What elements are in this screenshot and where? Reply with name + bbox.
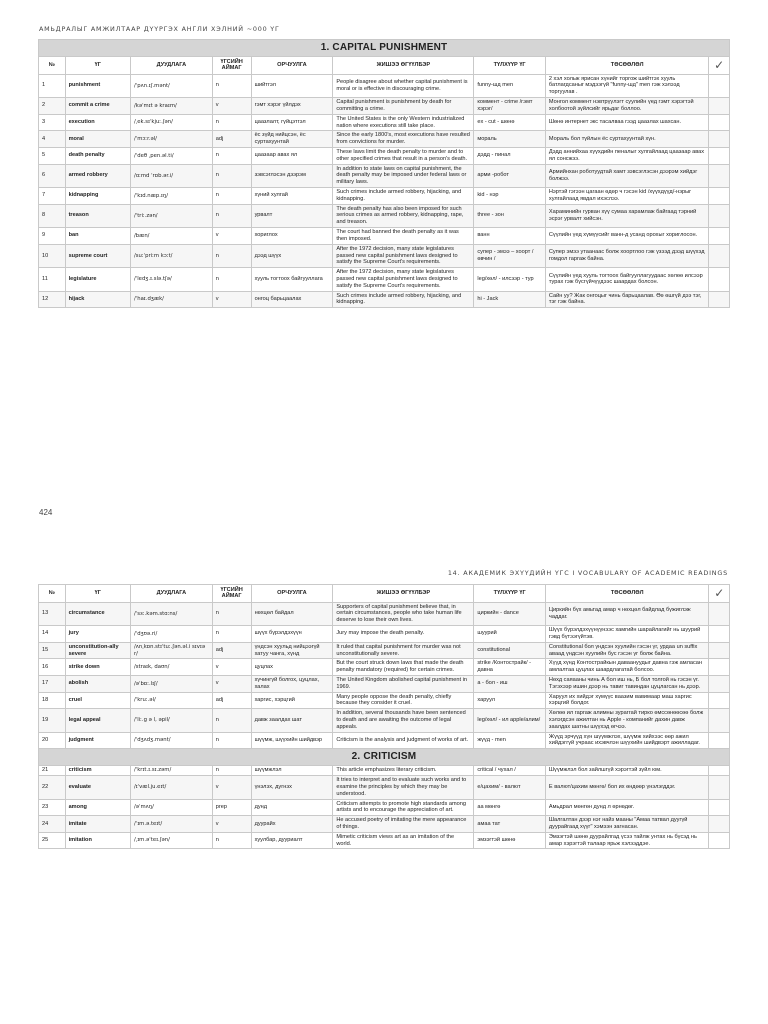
column-header-pronunciation: ДУУДЛАГА	[130, 585, 212, 603]
cell-tr: хууль тогтоох байгууллага	[251, 268, 333, 291]
cell-ex: Criticism is the analysis and judgment of works of art.	[333, 732, 474, 749]
cell-pron: /ˈmɔːr.əl/	[130, 131, 212, 148]
cell-pron: /ɪˈvæl.ju.eɪt/	[130, 776, 212, 799]
cell-pos: n	[212, 766, 251, 776]
table-row	[39, 732, 730, 749]
cell-pron: /ʌnˌkɒn.stɪˈtuː.ʃən.əl.i sɪvɪə r/	[130, 642, 212, 659]
table-row	[39, 98, 730, 115]
cell-no: 6	[39, 164, 66, 187]
cell-notes: Супер эмээ утаанаас болж хоортлоо гэж үзээд дээд шүүхэд гомдол гаргаж байна.	[545, 244, 709, 267]
cell-pron: /ˈsɜː.kəm.stɑːns/	[130, 602, 212, 625]
cell-no: 1	[39, 74, 66, 97]
cell-ex: Criticism attempts to promote high standards among artists and to encourage the appreciation of art.	[333, 799, 474, 816]
cell-pos: n	[212, 188, 251, 205]
cell-ex: This article emphasizes literary criticism.	[333, 766, 474, 776]
cell-pos: n	[212, 602, 251, 625]
cell-ex: The United States is the only Western industrialized nation where executions still take place.	[333, 114, 474, 131]
cell-word: kidnapping	[65, 188, 130, 205]
cell-no: 2	[39, 98, 66, 115]
check-cell[interactable]	[709, 244, 730, 267]
cell-notes: Шүүмжлэл бол зайлшгүй хэрэгтэй зүйл юм.	[545, 766, 709, 776]
cell-no: 17	[39, 675, 66, 692]
cell-pron: /straɪk, daʊn/	[130, 659, 212, 676]
table-row	[39, 291, 730, 308]
cell-notes: Сайн уу? Жак онгоцыг чинь барьцаалав. Өө өшгүй дээ тэг, тэг гэж байна.	[545, 291, 709, 308]
column-header-translation: ОРЧУУЛГА	[251, 57, 333, 75]
section-title: 1. CAPITAL PUNISHMENT	[39, 40, 730, 57]
column-header-pronunciation: ДУУДЛАГА	[130, 57, 212, 75]
cell-key: three - зон	[474, 204, 546, 227]
cell-pron: /ˈliː.g ə l, əpil/	[130, 709, 212, 732]
cell-pron: /əˈbɒː.lɪʃ/	[130, 675, 212, 692]
check-cell[interactable]	[709, 114, 730, 131]
cell-notes: Шөнө интернет экс тасалваа гээд цаазлах шахсан.	[545, 114, 709, 131]
cell-tr: дунд	[251, 799, 333, 816]
cell-ex: These laws limit the death penalty to murder and to other specified crimes that result in a person's death.	[333, 147, 474, 164]
check-cell[interactable]	[709, 675, 730, 692]
cell-word: cruel	[65, 692, 130, 709]
column-header-word: ҮГ	[65, 57, 130, 75]
cell-key: constitutional	[474, 642, 546, 659]
cell-pos: adj	[212, 692, 251, 709]
cell-pron: /ˈtriː.zən/	[130, 204, 212, 227]
cell-notes: Шүүх бүрэлдэхүүнүүнээс хамгийн шарайлагийг нь шуурий гэвд бүтээгүйтэв.	[545, 626, 709, 643]
cell-key: жүүд - men	[474, 732, 546, 749]
column-header-number: №	[39, 585, 66, 603]
cell-notes: Хараминийн гурван хүү сумаа харамлаж байгаад тэрний эсрэг урвалт хийсэн.	[545, 204, 709, 227]
cell-key: а - бол - иш	[474, 675, 546, 692]
column-header-number: №	[39, 57, 66, 75]
table-row	[39, 832, 730, 849]
table-header	[39, 585, 730, 603]
check-cell[interactable]	[709, 204, 730, 227]
cell-ex: But the court struck down laws that made the death penalty mandatory (required) for certain crimes.	[333, 659, 474, 676]
cell-pos: n	[212, 74, 251, 97]
cell-word: judgment	[65, 732, 130, 749]
cell-no: 14	[39, 626, 66, 643]
cell-tr: шүүмж, шүүхийн шийдвэр	[251, 732, 333, 749]
cell-ex: It ruled that capital punishment for murder was not unconstitutionally severe.	[333, 642, 474, 659]
cell-pos: v	[212, 659, 251, 676]
cell-notes: Е валют/цахим мөнгө/ бол их өндөөр үнэлэгддэг.	[545, 776, 709, 799]
cell-key: дэдд - пинал	[474, 147, 546, 164]
cell-no: 13	[39, 602, 66, 625]
cell-pron: /ˈdʒʌdʒ.mənt/	[130, 732, 212, 749]
cell-pron: /əˈmʌŋ/	[130, 799, 212, 816]
cell-no: 5	[39, 147, 66, 164]
cell-ex: After the 1972 decision, many state legislatures passed new capital punishment laws designed to satisfy the Supreme Court's requirements.	[333, 268, 474, 291]
table-row	[39, 642, 730, 659]
column-header-example-sentence: ЖИШЭЭ ӨГҮҮЛБЭР	[333, 57, 474, 75]
column-header-check: ✓	[709, 585, 730, 603]
cell-no: 4	[39, 131, 66, 148]
cell-tr: давж заалдах шат	[251, 709, 333, 732]
cell-no: 24	[39, 816, 66, 833]
check-cell[interactable]	[709, 602, 730, 625]
cell-word: commit a crime	[65, 98, 130, 115]
cell-ex: In addition to state laws on capital punishment, the death penalty may be imposed under federal laws or military laws.	[333, 164, 474, 187]
cell-tr: зэвсэглэсэн дээрэм	[251, 164, 333, 187]
cell-word: hijack	[65, 291, 130, 308]
table-row	[39, 114, 730, 131]
cell-word: among	[65, 799, 130, 816]
column-header-mnemonic: ТӨСӨӨЛӨЛ	[545, 57, 709, 75]
cell-key: супер - эмээ – хоорт / өвчин /	[474, 244, 546, 267]
cell-tr: онгоц барьцаалах	[251, 291, 333, 308]
table-row	[39, 692, 730, 709]
check-cell[interactable]	[709, 659, 730, 676]
cell-no: 19	[39, 709, 66, 732]
cell-word: legislature	[65, 268, 130, 291]
table-row	[39, 204, 730, 227]
table-header	[39, 57, 730, 75]
cell-pron: /ˈɪm.ə.teɪt/	[130, 816, 212, 833]
column-header-check: ✓	[709, 57, 730, 75]
cell-pron: /ˈhaɪ.dʒæk/	[130, 291, 212, 308]
cell-tr: хуулбар, дууриалт	[251, 832, 333, 849]
cell-word: imitate	[65, 816, 130, 833]
cell-word: strike down	[65, 659, 130, 676]
cell-pos: v	[212, 816, 251, 833]
check-cell[interactable]	[709, 188, 730, 205]
cell-pos: prep	[212, 799, 251, 816]
cell-no: 18	[39, 692, 66, 709]
cell-no: 25	[39, 832, 66, 849]
cell-key: шуурий	[474, 626, 546, 643]
cell-pron: /ˈkrɪt.ɪ.sɪ.zəm/	[130, 766, 212, 776]
table-row	[39, 709, 730, 732]
cell-tr: үндсэн хуульд нийцээгүй хатуу чанга, хүнд	[251, 642, 333, 659]
cell-key: коммент - crime /гэмт хэрэг/	[474, 98, 546, 115]
cell-pos: n	[212, 147, 251, 164]
cell-key: амаа тат	[474, 816, 546, 833]
table-row	[39, 799, 730, 816]
cell-word: treason	[65, 204, 130, 227]
cell-notes: Дэдд аннийхаа хүүхдийн пеналыг хулгайлаад цаазаар авах ял сонсжээ.	[545, 147, 709, 164]
cell-pron: /ˈkruː.əl/	[130, 692, 212, 709]
cell-key: эмзэгтэй шөнө	[474, 832, 546, 849]
cell-key: циркийн - dance	[474, 602, 546, 625]
cell-word: imitation	[65, 832, 130, 849]
cell-notes: Армийнхан роботуудтай хамт зэвсэглэсэн дээрэм хийдэг болжээ.	[545, 164, 709, 187]
table-row	[39, 244, 730, 267]
check-cell[interactable]	[709, 164, 730, 187]
cell-pos: n	[212, 832, 251, 849]
cell-key: kid - нэр	[474, 188, 546, 205]
cell-pron: /bæn/	[130, 228, 212, 245]
cell-word: supreme court	[65, 244, 130, 267]
cell-pron: /kəˈmɪt ə kraɪm/	[130, 98, 212, 115]
cell-ex: It tries to interpret and to evaluate such works and to examine the principles by which they may be understood.	[333, 776, 474, 799]
column-header-example-sentence: ЖИШЭЭ ӨГҮҮЛБЭР	[333, 585, 474, 603]
cell-tr: цуцлах	[251, 659, 333, 676]
cell-no: 3	[39, 114, 66, 131]
cell-pos: v	[212, 228, 251, 245]
cell-key: аа мөнгө	[474, 799, 546, 816]
cell-no: 21	[39, 766, 66, 776]
cell-pos: n	[212, 204, 251, 227]
cell-key: мораль	[474, 131, 546, 148]
cell-tr: хүний хулгай	[251, 188, 333, 205]
cell-key: leg/хөл/ - ил apple/алим/	[474, 709, 546, 732]
cell-word: death penalty	[65, 147, 130, 164]
cell-tr: шүүх бүрэлдэхүүн	[251, 626, 333, 643]
check-cell[interactable]	[709, 766, 730, 776]
cell-notes: Монгол коммент нэвтрүүлэгт суулийн үед гэмт хэрэгтэй холбоотой зүйлсийг ярьдаг боллоо.	[545, 98, 709, 115]
cell-no: 23	[39, 799, 66, 816]
table-row	[39, 74, 730, 97]
table-row	[39, 766, 730, 776]
cell-ex: The court had banned the death penalty as it was then imposed.	[333, 228, 474, 245]
cell-tr: гэмт хэрэг үйлдэх	[251, 98, 333, 115]
table-row	[39, 188, 730, 205]
cell-tr: хүчингүй болгох, цуцлах, халах	[251, 675, 333, 692]
cell-word: jury	[65, 626, 130, 643]
table-row	[39, 131, 730, 148]
cell-word: punishment	[65, 74, 130, 97]
cell-tr: хориглох	[251, 228, 333, 245]
cell-pron: /ˈdʒʊə.ri/	[130, 626, 212, 643]
column-header-mnemonic: ТӨСӨӨЛӨЛ	[545, 585, 709, 603]
cell-tr: харгис, хэрцгий	[251, 692, 333, 709]
cell-tr: урвалт	[251, 204, 333, 227]
cell-pos: adj	[212, 131, 251, 148]
cell-ex: The death penalty has also been imposed for such serious crimes as armed robbery, kidnapping, rape, and treason.	[333, 204, 474, 227]
check-cell[interactable]	[709, 147, 730, 164]
check-cell[interactable]	[709, 776, 730, 799]
table-row	[39, 659, 730, 676]
cell-pos: n	[212, 244, 251, 267]
cell-ex: Such crimes include armed robbery, hijacking, and kidnapping.	[333, 188, 474, 205]
check-cell[interactable]	[709, 74, 730, 97]
cell-no: 9	[39, 228, 66, 245]
cell-notes: Мораль бол түйлын ёс суртахуунтай хүн.	[545, 131, 709, 148]
cell-pos: v	[212, 98, 251, 115]
cell-notes: 2 хэл хольж ярисан хүнийг торгож шийтгэх хууль батлагдсаныг мэдээгүй "funny-шд" men гэж хэлээд торгуулав .	[545, 74, 709, 97]
cell-pron: /ɑːmd ˈrɒb.ər.i/	[130, 164, 212, 187]
cell-pos: n	[212, 268, 251, 291]
cell-no: 8	[39, 204, 66, 227]
table-row	[39, 776, 730, 799]
cell-pron: /ˌɪm.əˈteɪ.ʃən/	[130, 832, 212, 849]
check-cell[interactable]	[709, 642, 730, 659]
cell-no: 11	[39, 268, 66, 291]
cell-ex: The United Kingdom abolished capital punishment in 1969.	[333, 675, 474, 692]
cell-key: critical / чухал /	[474, 766, 546, 776]
cell-ex: Jury may impose the death penalty.	[333, 626, 474, 643]
cell-notes: Шалгалтан дээр нэг найз мааны "Амаа татвал дуугүй дуурайгаад хүүг" хэмээн загнасан.	[545, 816, 709, 833]
cell-no: 16	[39, 659, 66, 676]
cell-key: strike /Контострайк/ - давна	[474, 659, 546, 676]
cell-ex: He accused poetry of imitating the mere appearance of things.	[333, 816, 474, 833]
cell-word: criticism	[65, 766, 130, 776]
table-row	[39, 816, 730, 833]
cell-no: 22	[39, 776, 66, 799]
cell-word: armed robbery	[65, 164, 130, 187]
cell-tr: дуурайх	[251, 816, 333, 833]
cell-word: evaluate	[65, 776, 130, 799]
cell-ex: Mimetic criticism views art as an imitation of the world.	[333, 832, 474, 849]
cell-pos: adj	[212, 642, 251, 659]
table-row	[39, 147, 730, 164]
check-cell[interactable]	[709, 626, 730, 643]
cell-ex: Many people oppose the death penalty, chiefly because they consider it cruel.	[333, 692, 474, 709]
cell-key: funny-шд men	[474, 74, 546, 97]
cell-tr: шүүмжлэл	[251, 766, 333, 776]
cell-ex: In addition, several thousands have been sentenced to death and are awaiting the outcome of legal appeals.	[333, 709, 474, 732]
check-cell[interactable]	[709, 832, 730, 849]
cell-word: abolish	[65, 675, 130, 692]
cell-pron: /ˈpʌn.ɪʃ.mənt/	[130, 74, 212, 97]
cell-pos: v	[212, 776, 251, 799]
cell-notes: Циркийн бүх амьтад амар ч нөхцөл байдлад бүжиглэж чаддаг.	[545, 602, 709, 625]
column-header-word: ҮГ	[65, 585, 130, 603]
cell-pron: /ˌek.sɪˈkjuː.ʃən/	[130, 114, 212, 131]
check-cell[interactable]	[709, 799, 730, 816]
cell-key: харуул	[474, 692, 546, 709]
table-row	[39, 228, 730, 245]
table-row	[39, 602, 730, 625]
cell-key: hi - Jack	[474, 291, 546, 308]
cell-ex: Such crimes include armed robbery, hijacking, and kidnapping.	[333, 291, 474, 308]
cell-tr: шийтгэл	[251, 74, 333, 97]
cell-key: арми -робот	[474, 164, 546, 187]
cell-pron: /ˈledʒ.ɪ.slə.tʃə/	[130, 268, 212, 291]
cell-no: 7	[39, 188, 66, 205]
cell-word: ban	[65, 228, 130, 245]
cell-tr: цаазлалт, гүйцэтгэл	[251, 114, 333, 131]
table-row	[39, 164, 730, 187]
cell-notes: Эмзэгтэй шөнө дуурайлгад үсээ тайлж унтах нь бүсэд нь амар хэрэгтэй талаар ярьж хэлээддэе.	[545, 832, 709, 849]
cell-pron: /ˈkɪd.næp.ɪŋ/	[130, 188, 212, 205]
cell-ex: People disagree about whether capital punishment is moral or is effective in discouraging crime.	[333, 74, 474, 97]
cell-ex: Capital punishment is punishment by death for committing a crime.	[333, 98, 474, 115]
section-title: 2. CRITICISM	[39, 749, 730, 766]
cell-notes: Constitutional бол үндсэн хуулийн гэсэн үг, урдаа un suffix аваад үндсэн хуулийн бус гэсэн үг болж байна.	[545, 642, 709, 659]
cell-pos: v	[212, 675, 251, 692]
vocabulary-table-1	[38, 39, 730, 308]
cell-word: legal appeal	[65, 709, 130, 732]
cell-tr: ёс зүйд нийцсэн, ёс суртахуунтай	[251, 131, 333, 148]
column-header-part-of-speech: ҮГСИЙН АЙМАГ	[212, 585, 251, 603]
cell-key: leg/хөл/ - илсээр - тур	[474, 268, 546, 291]
cell-ex: Supporters of capital punishment believe that, in certain circumstances, people who take human life deserve to lose their own lives.	[333, 602, 474, 625]
cell-notes: Хөлөө ил гаргаж алимны зураггай тирко өмссөнөөсөө болж хэлэгдсэн ажилтан нь Apple - компанийг дахин давж заалдах шатны шүүхэд өгчээ.	[545, 709, 709, 732]
column-header-keyword: ТҮЛХҮҮР ҮГ	[474, 57, 546, 75]
cell-ex: After the 1972 decision, many state legislatures passed new capital punishment laws designed to satisfy the Supreme Court's requirements.	[333, 244, 474, 267]
cell-word: moral	[65, 131, 130, 148]
cell-notes: Нөхд саяааны чинь А бол иш нь, Б бол толгой нь гэсэн үг. Тэгэхээр ишин дээр нь тавиг тавиндан цуцлагсан нь дээр.	[545, 675, 709, 692]
cell-notes: Сүүлийн үед хүмүүсийг ванн-д усанд орохыг хориглосон.	[545, 228, 709, 245]
cell-no: 15	[39, 642, 66, 659]
running-head-right: 14. АКАДЕМИК ЭХҮҮДИЙН ҮГС I VOCABULARY OF ACADEMIC READINGS	[447, 569, 728, 577]
cell-notes: Хүүд хүнд Контострайкын даваануудыг давна гэж амласан амлалтаа цуцлах шаардлагатай болсоо.	[545, 659, 709, 676]
page-number: 424	[39, 508, 53, 517]
check-cell[interactable]	[709, 228, 730, 245]
cell-pos: n	[212, 626, 251, 643]
cell-notes: Амьдрал мөнгөн дунд л өрнөдөг.	[545, 799, 709, 816]
check-cell[interactable]	[709, 732, 730, 749]
table-row	[39, 626, 730, 643]
cell-notes: Нэртэй гэгээн цагаан өдөр ч гэсэн kid /хүүхдүүд/-нэрыг хулгайлаад явдал ихэслээ.	[545, 188, 709, 205]
cell-tr: цаазаар авах ял	[251, 147, 333, 164]
cell-tr: нөхцөл байдал	[251, 602, 333, 625]
check-cell[interactable]	[709, 291, 730, 308]
column-header-translation: ОРЧУУЛГА	[251, 585, 333, 603]
cell-word: unconstitution-ally severe	[65, 642, 130, 659]
cell-key: ванн	[474, 228, 546, 245]
check-cell[interactable]	[709, 131, 730, 148]
running-head-top: АМЬДРАЛЫГ АМЖИЛТААР ДҮҮРГЭХ АНГЛИ ХЭЛНИЙ ~000 ҮГ	[39, 25, 280, 33]
cell-notes: Жүүд эрчүүд хүн шүүмжлэх, шүүмж хийхээс өөр ажил хийдэггүй учраас ихэвчлэн шүүхийн шийдвэрт ажилладаг.	[545, 732, 709, 749]
column-header-part-of-speech: ҮГСИЙН АЙМАГ	[212, 57, 251, 75]
cell-ex: Since the early 1800's, most executions have resulted from convictions for murder.	[333, 131, 474, 148]
cell-pos: n	[212, 732, 251, 749]
check-cell[interactable]	[709, 98, 730, 115]
cell-tr: дээд шүүх	[251, 244, 333, 267]
check-cell[interactable]	[709, 709, 730, 732]
cell-no: 10	[39, 244, 66, 267]
cell-key: ex - cut - шөнө	[474, 114, 546, 131]
column-header-keyword: ТҮЛХҮҮР ҮГ	[474, 585, 546, 603]
check-cell[interactable]	[709, 692, 730, 709]
cell-pos: n	[212, 114, 251, 131]
cell-pos: v	[212, 291, 251, 308]
cell-pos: n	[212, 709, 251, 732]
cell-word: circumstance	[65, 602, 130, 625]
cell-key: е/цахим/ - валют	[474, 776, 546, 799]
check-cell[interactable]	[709, 816, 730, 833]
table-row	[39, 675, 730, 692]
cell-pron: /suːˈpriːm kɔːt/	[130, 244, 212, 267]
cell-no: 12	[39, 291, 66, 308]
cell-pron: /ˈdeθ ˌpen.əl.ti/	[130, 147, 212, 164]
vocabulary-table-2	[38, 584, 730, 849]
cell-notes: Сүүлийн үед хууль тогтоох байгууллагуудаас хөлөө илсээр турах гэж бүсгүйчүүдээс шаардах болсон.	[545, 268, 709, 291]
cell-pos: n	[212, 164, 251, 187]
cell-word: execution	[65, 114, 130, 131]
table-row	[39, 268, 730, 291]
check-cell[interactable]	[709, 268, 730, 291]
cell-tr: үнэлэх, дүгнэх	[251, 776, 333, 799]
cell-no: 20	[39, 732, 66, 749]
cell-notes: Харуул их хийдэг хүмүүс ваазим вавимаар маш харгис хэрцгий болдог.	[545, 692, 709, 709]
